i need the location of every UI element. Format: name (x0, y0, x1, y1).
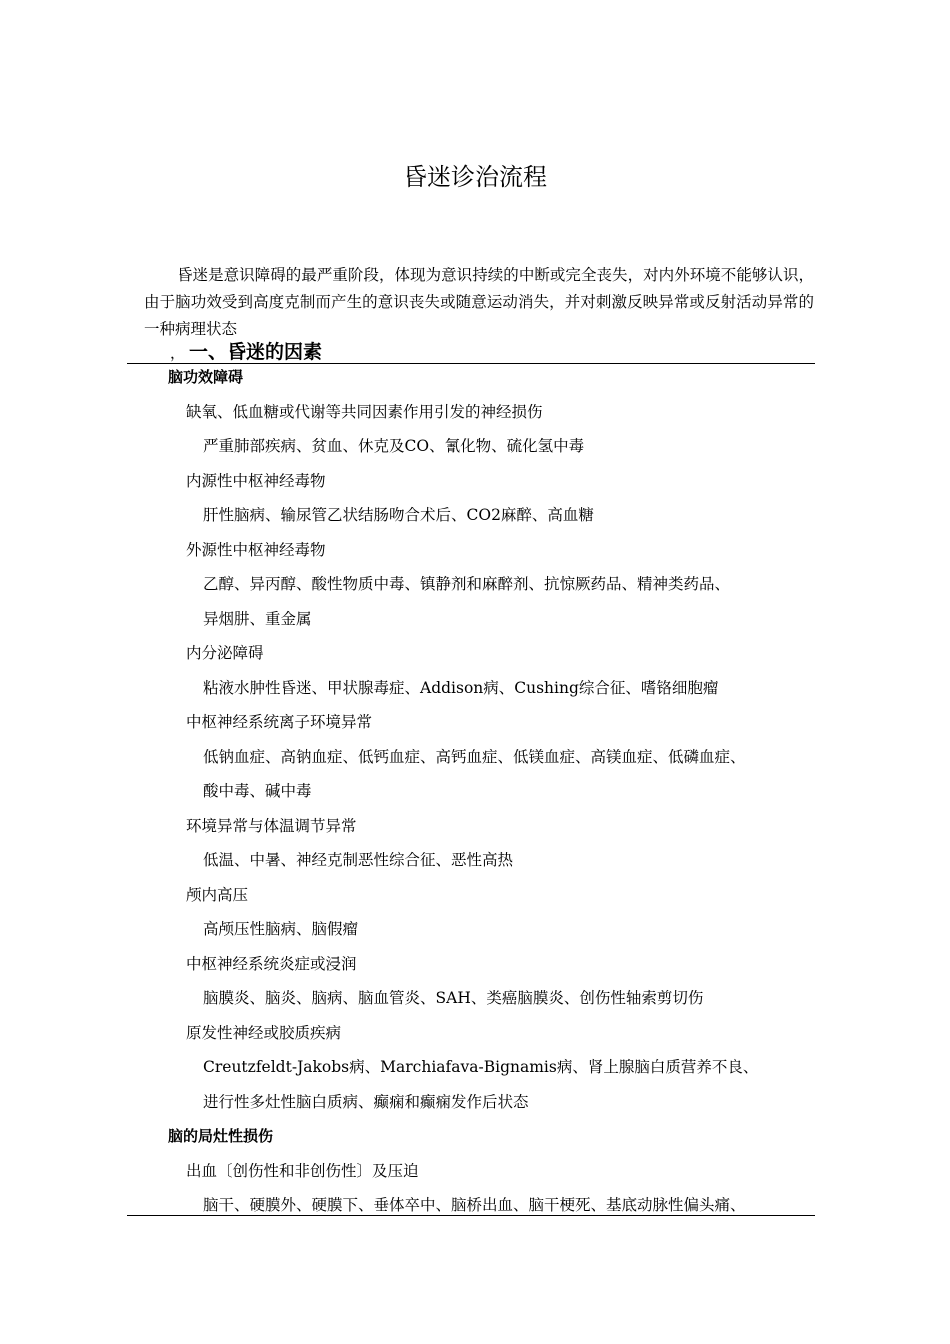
detail-item: 粘液水肿性昏迷、甲状腺毒症、Addison病、Cushing综合征、嗜铬细胞瘤 (203, 678, 719, 697)
detail-item: 严重肺部疾病、贫血、休克及CO、氰化物、硫化氢中毒 (203, 437, 585, 455)
detail-item: 进行性多灶性脑白质病、癫痫和癫痫发作后状态 (203, 1092, 529, 1111)
detail-item: 低钠血症、高钠血症、低钙血症、高钙血症、低镁血症、高镁血症、低磷血症、 (203, 747, 746, 766)
section-heading (170, 340, 322, 365)
subcategory-item: 出血〔创伤性和非创伤性〕及压迫 (186, 1161, 419, 1180)
subcategory-item: 内源性中枢神经毒物 (186, 471, 326, 490)
detail-item: 高颅压性脑病、脑假瘤 (203, 920, 359, 938)
subcategory-item: 内分泌障碍 (186, 644, 264, 662)
footer-rule (127, 1215, 815, 1216)
subcategory-item: 中枢神经系统炎症或浸润 (186, 954, 357, 973)
detail-item: 乙醇、异丙醇、酸性物质中毒、镇静剂和麻醉剂、抗惊厥药品、精神类药品、 (203, 575, 731, 593)
section-heading-text: 一、昏迷的因素 (189, 341, 323, 363)
page-title: 昏迷诊治流程 (403, 163, 547, 191)
subcategory-item: 缺氧、低血糖或代谢等共同因素作用引发的神经损伤 (186, 402, 543, 421)
header-rule (127, 363, 815, 364)
category-heading: 脑的局灶性损伤 (168, 1127, 274, 1145)
detail-item: Creutzfeldt-Jakobs病、Marchiafava-Bignamis病、肾上腺脑白质营养不良、 (203, 1058, 759, 1076)
subcategory-item: 颅内高压 (186, 885, 249, 904)
subcategory-item: 外源性中枢神经毒物 (186, 540, 326, 559)
subcategory-item: 中枢神经系统离子环境异常 (186, 713, 373, 731)
detail-item: 异烟肼、重金属 (203, 609, 312, 628)
subcategory-item: 环境异常与体温调节异常 (186, 816, 357, 835)
section-lead-mark: ， (170, 344, 186, 362)
detail-item: 脑干、硬膜外、硬膜下、垂体卒中、脑桥出血、脑干梗死、基底动脉性偏头痛、 (203, 1196, 746, 1214)
detail-item: 酸中毒、碱中毒 (203, 782, 312, 800)
subcategory-item: 原发性神经或胶质疾病 (186, 1023, 342, 1042)
category-heading: 脑功效障碍 (168, 368, 244, 386)
intro-paragraph: 昏迷是意识障碍的最严重阶段，体现为意识持续的中断或完全丧失，对内外环境不能够认识，由于脑功效受到高度克制而产生的意识丧失或随意运动消失，并对刺激反映异常或反射活动异常的一种病理状态 (144, 266, 814, 338)
detail-item: 低温、中暑、神经克制恶性综合征、恶性高热 (203, 851, 514, 869)
detail-item: 肝性脑病、输尿管乙状结肠吻合术后、CO2麻醉、高血糖 (203, 506, 594, 524)
detail-item: 脑膜炎、脑炎、脑病、脑血管炎、SAH、类癌脑膜炎、创伤性轴索剪切伤 (203, 989, 704, 1007)
